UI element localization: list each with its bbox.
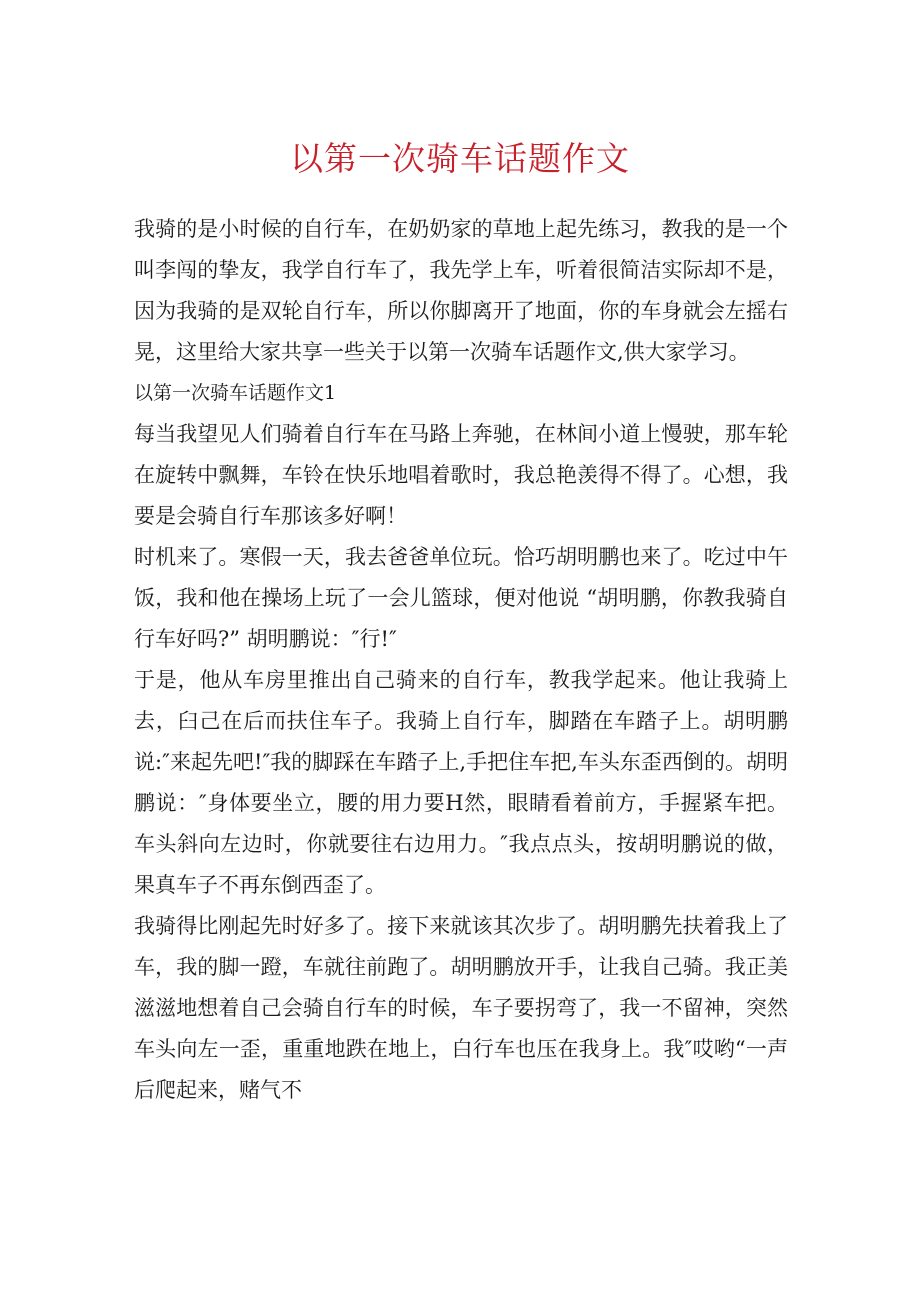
document-body <box>134 209 788 1111</box>
intro-paragraph: 我骑的是小时候的自行车，在奶奶家的草地上起先练习，教我的是一个叫李闯的挚友，我学自行车了，我先学上车，听着很简洁实际却不是，因为我骑的是双轮自行车，所以你脚离开了地面，你的车身就会左摇右晃，这里给大家共享一些关于以第一次骑车话题作文,供大家学习。 <box>134 217 788 364</box>
body-paragraph: 时机来了。寒假一天，我去爸爸单位玩。恰巧胡明鹏也来了。吃过中午饭，我和他在操场上玩了一会儿篮球，便对他说 “胡明鹏，你教我骑自行车好吗?” 胡明鹏说：″行!″ <box>134 545 788 651</box>
section-heading: 以第一次骑车话题作文1 <box>134 382 337 404</box>
body-paragraph: 每当我望见人们骑着自行车在马路上奔驰，在林间小道上慢驶，那车轮在旋转中飘舞，车铃在快乐地唱着歌时，我总艳羡得不得了。心想，我要是会骑自行车那该多好啊！ <box>134 422 788 528</box>
body-paragraph: 于是，他从车房里推出自己骑来的自行车，教我学起来。他让我骑上去，臼己在后而扶住车子。我骑上自行车，脚踏在车踏子上。胡明鹏说:″来起先吧!″我的脚踩在车踏子上,手把住车把,车头东歪西倒的。胡明鹏说：″身体要坐立，腰的用力要H然，眼睛看着前方，手握紧车把。车头斜向左边时，你就要往右边用力。″我点点头，按胡明鹏说的做，果真车子不再东倒西歪了。 <box>134 668 788 897</box>
document-title: 以第一次骑车话题作文 <box>290 139 630 178</box>
body-paragraph: 我骑得比刚起先时好多了。接下来就该其次步了。胡明鹏先扶着我上了车，我的脚一蹬，车就往前跑了。胡明鹏放开手，让我自己骑。我正美滋滋地想着自己会骑自行车的时候，车子要拐弯了，我一不留神，突然车头向左一歪，重重地跌在地上，白行车也压在我身上。我″哎哟“一声后爬起来，赌气不 <box>134 914 788 1102</box>
